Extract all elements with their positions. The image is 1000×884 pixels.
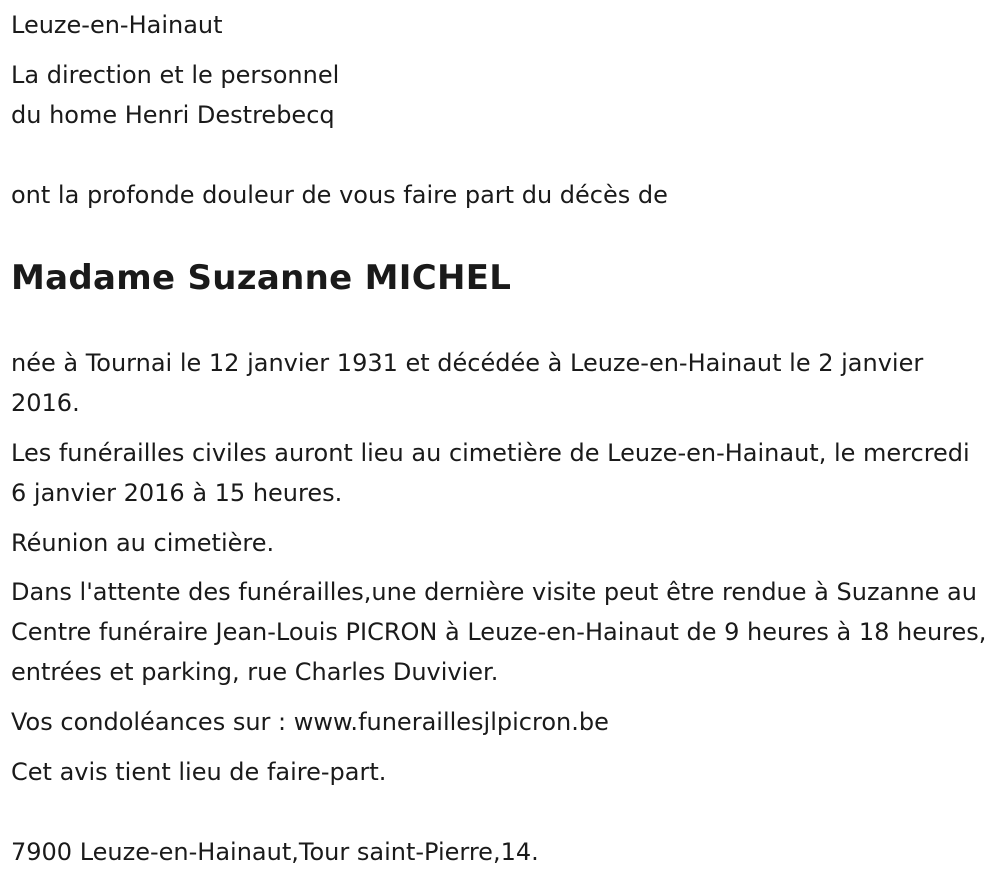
notice-note: Cet avis tient lieu de faire-part. xyxy=(11,758,387,786)
visitation-text: Dans l'attente des funérailles,une dernière visite peut être rendue à Suzanne au Centre funéraire Jean-Louis PICRON à Leuze-en-Hainaut de 9 heures à 18 heures, entrées et parking, rue Charles Duvivier. xyxy=(11,578,987,686)
direction-line-1: La direction et le personnel xyxy=(11,61,340,89)
direction-line-2: du home Henri Destrebecq xyxy=(11,101,335,129)
city-heading: Leuze-en-Hainaut xyxy=(11,11,223,39)
announcement-text: ont la profonde douleur de vous faire part du décès de xyxy=(11,181,668,209)
funeral-details-text: Les funérailles civiles auront lieu au cimetière de Leuze-en-Hainaut, le mercredi 6 janvier 2016 à 15 heures. xyxy=(11,439,970,507)
meeting-text: Réunion au cimetière. xyxy=(11,529,275,557)
birth-death-text: née à Tournai le 12 janvier 1931 et décédée à Leuze-en-Hainaut le 2 janvier 2016. xyxy=(11,349,924,417)
condolences-text: Vos condoléances sur : www.funeraillesjlpicron.be xyxy=(11,708,609,736)
address-text: 7900 Leuze-en-Hainaut,Tour saint-Pierre,14. xyxy=(11,838,539,866)
deceased-name: Madame Suzanne MICHEL xyxy=(11,258,512,298)
